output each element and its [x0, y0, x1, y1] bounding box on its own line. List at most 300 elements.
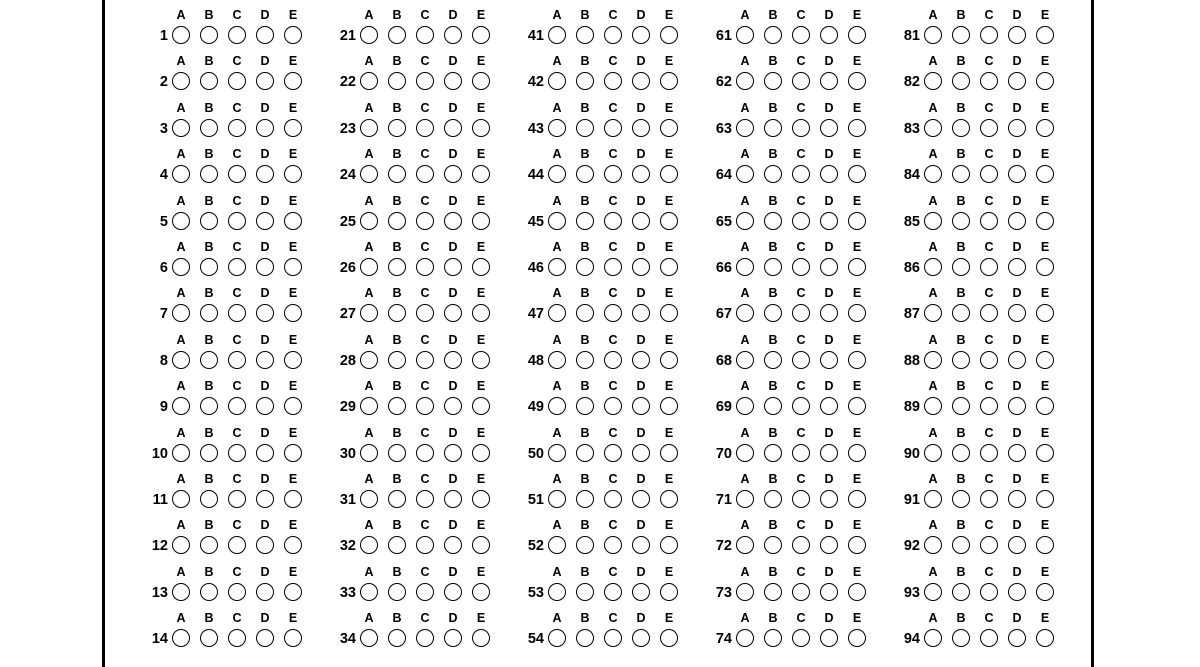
- option-letter-c: C: [420, 286, 430, 301]
- option-letter-a: A: [176, 472, 186, 486]
- option-letter-a: A: [552, 611, 562, 626]
- option-letter-d: D: [260, 8, 270, 22]
- question-row: [694, 413, 864, 462]
- option-letter-b: B: [204, 611, 214, 626]
- option-letter-c: C: [608, 564, 618, 579]
- question-row: [130, 320, 300, 369]
- question-row: [506, 552, 676, 601]
- option-letter-c: C: [984, 611, 994, 626]
- option-letter-a: A: [364, 564, 374, 579]
- option-letter-a: A: [740, 54, 750, 69]
- option-letter-c: C: [232, 286, 242, 301]
- option-letter-a: A: [928, 240, 938, 254]
- option-letter-c: C: [984, 240, 994, 254]
- option-letter-c: C: [232, 472, 242, 486]
- option-letter-d: D: [1012, 286, 1022, 301]
- option-letter-a: A: [364, 147, 374, 162]
- option-letter-d: D: [260, 147, 270, 162]
- option-letter-a: A: [364, 240, 374, 254]
- question-number: 91: [903, 492, 920, 508]
- option-letter-e: E: [664, 147, 674, 162]
- option-letter-e: E: [476, 332, 486, 347]
- option-letter-c: C: [608, 518, 618, 533]
- option-letter-e: E: [288, 472, 298, 486]
- question-number: 34: [339, 631, 356, 648]
- question-number: 45: [527, 213, 544, 230]
- question-row: [882, 366, 1052, 416]
- question-row: [882, 459, 1052, 508]
- question-row: [694, 320, 864, 369]
- option-letter-c: C: [608, 472, 618, 486]
- question-number: 64: [715, 167, 732, 184]
- option-letter-e: E: [664, 240, 674, 254]
- option-letter-a: A: [740, 100, 750, 115]
- option-letter-e: E: [476, 379, 486, 394]
- question-number: 26: [339, 260, 356, 276]
- option-letter-d: D: [824, 564, 834, 579]
- option-letter-e: E: [852, 425, 862, 440]
- option-letter-c: C: [420, 518, 430, 533]
- option-letter-e: E: [288, 193, 298, 208]
- question-row: [694, 505, 864, 555]
- question-number: 86: [903, 260, 920, 276]
- option-letter-e: E: [288, 518, 298, 533]
- option-letter-c: C: [420, 332, 430, 347]
- question-number: 53: [527, 584, 544, 601]
- option-letter-d: D: [448, 611, 458, 626]
- option-letter-a: A: [552, 472, 562, 486]
- option-letter-a: A: [176, 518, 186, 533]
- option-letter-b: B: [392, 286, 402, 301]
- option-letter-b: B: [580, 240, 590, 254]
- option-letter-e: E: [852, 472, 862, 486]
- option-letter-e: E: [664, 54, 674, 69]
- option-letter-e: E: [288, 147, 298, 162]
- question-row: [130, 552, 300, 601]
- option-letter-c: C: [420, 472, 430, 486]
- option-letter-d: D: [824, 286, 834, 301]
- option-letter-c: C: [984, 564, 994, 579]
- option-letter-e: E: [476, 286, 486, 301]
- question-number: 66: [715, 260, 732, 276]
- option-letter-b: B: [768, 425, 778, 440]
- question-number: 4: [159, 167, 168, 184]
- question-number: 68: [715, 352, 732, 369]
- option-letter-a: A: [364, 54, 374, 69]
- option-letter-b: B: [204, 240, 214, 254]
- option-letter-e: E: [664, 100, 674, 115]
- question-row: [318, 273, 488, 323]
- question-number: 3: [159, 120, 168, 137]
- option-letter-c: C: [232, 611, 242, 626]
- option-letter-e: E: [288, 8, 298, 22]
- option-letter-b: B: [956, 564, 966, 579]
- option-letter-d: D: [636, 332, 646, 347]
- option-letter-b: B: [580, 286, 590, 301]
- option-letter-d: D: [1012, 8, 1022, 22]
- question-number: 42: [527, 74, 544, 91]
- option-letter-d: D: [824, 54, 834, 69]
- option-letter-e: E: [664, 332, 674, 347]
- question-row: [130, 598, 300, 648]
- option-letter-a: A: [740, 147, 750, 162]
- question-row: [506, 134, 676, 184]
- option-letter-d: D: [636, 379, 646, 394]
- question-number: 87: [903, 306, 920, 323]
- question-row: [882, 88, 1052, 137]
- option-letter-e: E: [852, 8, 862, 22]
- question-row: [882, 552, 1052, 601]
- option-letter-e: E: [664, 518, 674, 533]
- question-row: [318, 413, 488, 462]
- option-letter-e: E: [1040, 379, 1050, 394]
- question-row: [318, 227, 488, 276]
- option-letter-d: D: [824, 472, 834, 486]
- option-letter-a: A: [364, 100, 374, 115]
- option-letter-b: B: [956, 8, 966, 22]
- option-letter-b: B: [768, 193, 778, 208]
- option-letter-b: B: [204, 472, 214, 486]
- question-row: [130, 505, 300, 555]
- option-letter-e: E: [1040, 147, 1050, 162]
- option-letter-d: D: [260, 240, 270, 254]
- option-letter-d: D: [636, 472, 646, 486]
- question-number: 33: [339, 584, 356, 601]
- option-letter-b: B: [392, 8, 402, 22]
- question-row: [130, 459, 300, 508]
- option-letter-c: C: [608, 100, 618, 115]
- option-letter-b: B: [392, 240, 402, 254]
- option-letter-c: C: [608, 379, 618, 394]
- option-letter-e: E: [288, 54, 298, 69]
- option-letter-d: D: [824, 332, 834, 347]
- option-letter-c: C: [796, 193, 806, 208]
- question-number: 30: [339, 445, 356, 462]
- question-number: 12: [151, 538, 168, 555]
- option-letter-e: E: [1040, 332, 1050, 347]
- option-letter-b: B: [768, 100, 778, 115]
- option-letter-d: D: [260, 54, 270, 69]
- option-letter-a: A: [552, 286, 562, 301]
- option-letter-e: E: [664, 286, 674, 301]
- option-letter-e: E: [476, 54, 486, 69]
- option-letter-c: C: [796, 472, 806, 486]
- option-letter-d: D: [1012, 518, 1022, 533]
- question-number: 6: [159, 260, 168, 276]
- question-row: [318, 366, 488, 416]
- option-letter-c: C: [608, 332, 618, 347]
- option-letter-d: D: [636, 193, 646, 208]
- question-row: [318, 88, 488, 137]
- option-letter-a: A: [740, 379, 750, 394]
- option-letter-a: A: [176, 100, 186, 115]
- option-letter-a: A: [176, 332, 186, 347]
- option-letter-b: B: [204, 147, 214, 162]
- option-letter-c: C: [796, 564, 806, 579]
- option-letter-a: A: [552, 100, 562, 115]
- option-letter-e: E: [852, 379, 862, 394]
- option-letter-a: A: [364, 332, 374, 347]
- option-letter-a: A: [740, 564, 750, 579]
- option-letter-b: B: [580, 8, 590, 22]
- option-letter-c: C: [608, 193, 618, 208]
- option-letter-b: B: [580, 100, 590, 115]
- question-number: 67: [715, 306, 732, 323]
- option-letter-d: D: [1012, 54, 1022, 69]
- question-row: [130, 0, 300, 44]
- option-letter-c: C: [608, 8, 618, 22]
- option-letter-a: A: [364, 425, 374, 440]
- option-letter-d: D: [448, 100, 458, 115]
- question-number: 8: [159, 352, 168, 369]
- option-letter-c: C: [420, 8, 430, 22]
- option-letter-a: A: [552, 564, 562, 579]
- option-letter-e: E: [288, 286, 298, 301]
- question-row: [130, 273, 300, 323]
- option-letter-c: C: [796, 286, 806, 301]
- option-letter-b: B: [204, 54, 214, 69]
- question-number: 27: [339, 306, 356, 323]
- option-letter-e: E: [476, 100, 486, 115]
- option-letter-b: B: [768, 147, 778, 162]
- option-letter-e: E: [664, 425, 674, 440]
- option-letter-e: E: [1040, 8, 1050, 22]
- option-letter-d: D: [260, 518, 270, 533]
- option-letter-a: A: [552, 8, 562, 22]
- option-letter-c: C: [420, 379, 430, 394]
- option-letter-a: A: [176, 193, 186, 208]
- question-row: [318, 459, 488, 508]
- question-number: 46: [527, 260, 544, 276]
- option-letter-b: B: [768, 240, 778, 254]
- option-letter-b: B: [204, 193, 214, 208]
- question-number: 70: [715, 445, 732, 462]
- option-letter-a: A: [928, 54, 938, 69]
- question-row: [506, 273, 676, 323]
- option-letter-c: C: [420, 100, 430, 115]
- option-letter-d: D: [1012, 193, 1022, 208]
- question-row: [130, 366, 300, 416]
- option-letter-c: C: [608, 425, 618, 440]
- question-row: [694, 41, 864, 91]
- option-letter-e: E: [288, 425, 298, 440]
- option-letter-c: C: [984, 193, 994, 208]
- option-letter-d: D: [636, 100, 646, 115]
- question-row: [506, 366, 676, 416]
- option-letter-a: A: [364, 193, 374, 208]
- question-row: [506, 413, 676, 462]
- question-number: 92: [903, 538, 920, 555]
- option-letter-c: C: [420, 54, 430, 69]
- option-letter-a: A: [740, 332, 750, 347]
- question-number: 2: [159, 74, 168, 91]
- option-letter-a: A: [928, 193, 938, 208]
- option-letter-c: C: [796, 518, 806, 533]
- option-letter-d: D: [448, 564, 458, 579]
- option-letter-a: A: [552, 379, 562, 394]
- question-row: [318, 41, 488, 91]
- option-letter-c: C: [984, 518, 994, 533]
- question-number: 90: [903, 445, 920, 462]
- option-letter-c: C: [608, 240, 618, 254]
- option-letter-d: D: [636, 518, 646, 533]
- option-letter-b: B: [204, 8, 214, 22]
- option-letter-e: E: [852, 100, 862, 115]
- question-row: [318, 598, 488, 648]
- option-letter-e: E: [852, 193, 862, 208]
- option-letter-b: B: [580, 147, 590, 162]
- option-letter-e: E: [1040, 286, 1050, 301]
- option-letter-a: A: [176, 564, 186, 579]
- option-letter-d: D: [1012, 147, 1022, 162]
- question-row: [506, 41, 676, 91]
- option-letter-c: C: [608, 54, 618, 69]
- option-letter-a: A: [928, 564, 938, 579]
- question-number: 72: [715, 538, 732, 555]
- option-letter-d: D: [1012, 332, 1022, 347]
- question-row: [882, 181, 1052, 230]
- question-number: 11: [152, 492, 168, 508]
- question-number: 93: [903, 584, 920, 601]
- question-row: [130, 413, 300, 462]
- option-letter-d: D: [636, 54, 646, 69]
- option-letter-e: E: [288, 564, 298, 579]
- option-letter-b: B: [580, 518, 590, 533]
- option-letter-b: B: [580, 193, 590, 208]
- option-letter-c: C: [232, 518, 242, 533]
- option-letter-e: E: [476, 518, 486, 533]
- option-letter-d: D: [1012, 472, 1022, 486]
- option-letter-b: B: [768, 518, 778, 533]
- option-letter-a: A: [176, 147, 186, 162]
- option-letter-d: D: [448, 286, 458, 301]
- option-letter-d: D: [448, 240, 458, 254]
- option-letter-d: D: [824, 379, 834, 394]
- option-letter-b: B: [204, 564, 214, 579]
- question-row: [318, 552, 488, 601]
- option-letter-e: E: [288, 240, 298, 254]
- option-letter-e: E: [852, 518, 862, 533]
- option-letter-c: C: [420, 147, 430, 162]
- question-row: [694, 181, 864, 230]
- question-row: [506, 227, 676, 276]
- option-letter-d: D: [260, 611, 270, 626]
- question-row: [882, 134, 1052, 184]
- option-letter-a: A: [552, 240, 562, 254]
- option-letter-c: C: [232, 379, 242, 394]
- question-row: [882, 227, 1052, 276]
- option-letter-d: D: [1012, 564, 1022, 579]
- option-letter-e: E: [476, 472, 486, 486]
- option-letter-c: C: [232, 240, 242, 254]
- option-letter-b: B: [956, 193, 966, 208]
- option-letter-d: D: [636, 8, 646, 22]
- option-letter-a: A: [928, 425, 938, 440]
- option-letter-a: A: [928, 332, 938, 347]
- option-letter-b: B: [956, 611, 966, 626]
- option-letter-a: A: [928, 611, 938, 626]
- question-number: 25: [339, 213, 356, 230]
- option-letter-e: E: [476, 240, 486, 254]
- question-row: [694, 88, 864, 137]
- option-letter-d: D: [824, 8, 834, 22]
- option-letter-a: A: [928, 472, 938, 486]
- option-letter-d: D: [1012, 611, 1022, 626]
- option-letter-a: A: [552, 54, 562, 69]
- option-letter-b: B: [204, 332, 214, 347]
- question-number: 44: [527, 167, 544, 184]
- option-letter-c: C: [984, 286, 994, 301]
- question-number: 21: [339, 28, 356, 44]
- question-number: 71: [715, 492, 732, 508]
- question-number: 49: [527, 399, 544, 416]
- question-number: 28: [339, 352, 356, 369]
- option-letter-d: D: [260, 564, 270, 579]
- option-letter-c: C: [232, 564, 242, 579]
- question-number: 52: [527, 538, 544, 555]
- question-row: [506, 320, 676, 369]
- option-letter-c: C: [796, 611, 806, 626]
- question-number: 47: [527, 306, 544, 323]
- option-letter-a: A: [928, 100, 938, 115]
- question-row: [318, 134, 488, 184]
- option-letter-a: A: [364, 472, 374, 486]
- question-number: 62: [715, 74, 732, 91]
- option-letter-d: D: [260, 379, 270, 394]
- option-letter-b: B: [768, 286, 778, 301]
- question-number: 69: [715, 399, 732, 416]
- option-letter-c: C: [420, 425, 430, 440]
- option-letter-b: B: [580, 425, 590, 440]
- option-letter-c: C: [232, 8, 242, 22]
- option-letter-c: C: [984, 379, 994, 394]
- question-row: [318, 0, 488, 44]
- question-number: 88: [903, 352, 920, 369]
- option-letter-d: D: [636, 147, 646, 162]
- option-letter-d: D: [448, 193, 458, 208]
- question-row: [694, 366, 864, 416]
- option-letter-a: A: [928, 8, 938, 22]
- question-number: 65: [715, 213, 732, 230]
- option-letter-a: A: [364, 286, 374, 301]
- option-letter-a: A: [364, 611, 374, 626]
- option-letter-e: E: [852, 147, 862, 162]
- option-letter-e: E: [288, 379, 298, 394]
- question-number: 43: [527, 120, 544, 137]
- option-letter-d: D: [448, 147, 458, 162]
- option-letter-e: E: [664, 8, 674, 22]
- option-letter-c: C: [608, 611, 618, 626]
- option-letter-c: C: [232, 147, 242, 162]
- option-letter-a: A: [364, 8, 374, 22]
- option-letter-d: D: [448, 518, 458, 533]
- option-letter-a: A: [176, 8, 186, 22]
- option-letter-b: B: [580, 611, 590, 626]
- option-letter-a: A: [364, 518, 374, 533]
- question-number: 13: [151, 584, 168, 601]
- option-letter-c: C: [796, 8, 806, 22]
- option-letter-d: D: [824, 147, 834, 162]
- question-row: [506, 88, 676, 137]
- question-number: 22: [339, 74, 356, 91]
- question-row: [130, 88, 300, 137]
- option-letter-b: B: [392, 332, 402, 347]
- option-letter-e: E: [664, 611, 674, 626]
- option-letter-d: D: [448, 379, 458, 394]
- question-number: 23: [339, 120, 356, 137]
- option-letter-e: E: [288, 332, 298, 347]
- option-letter-d: D: [824, 425, 834, 440]
